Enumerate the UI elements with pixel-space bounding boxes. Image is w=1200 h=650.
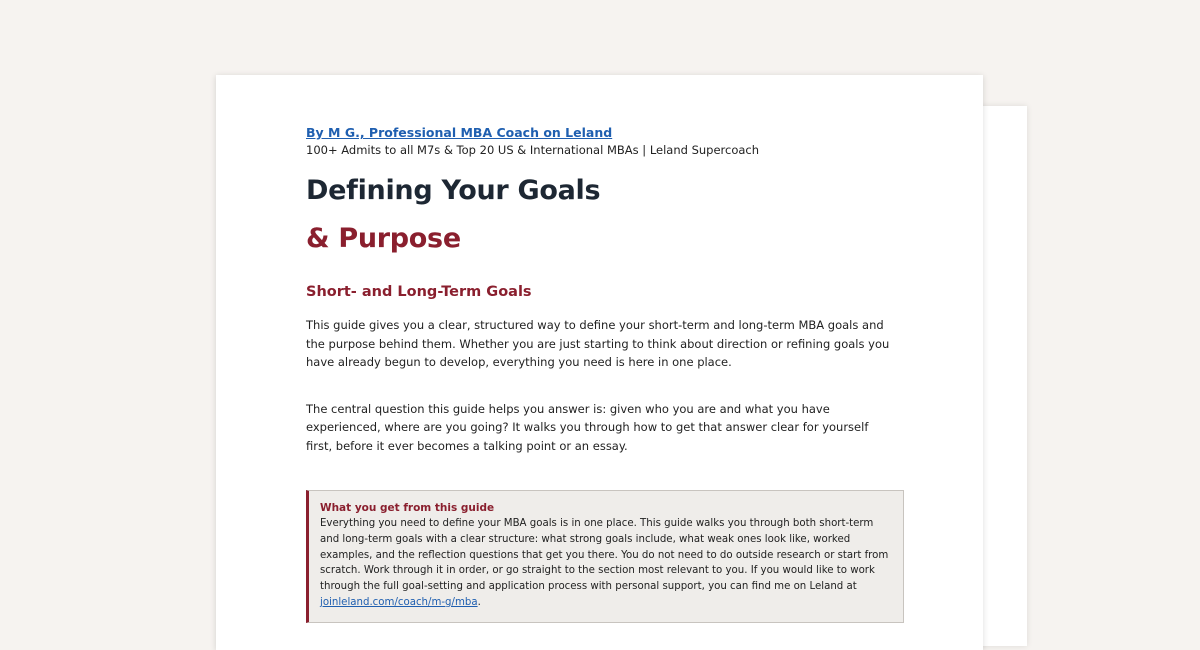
leland-profile-link[interactable]: joinleland.com/coach/m-g/mba <box>320 596 478 608</box>
callout-end: . <box>477 596 481 608</box>
section-heading: Short- and Long-Term Goals <box>306 284 532 300</box>
callout-text: Everything you need to define your MBA goals is in one place. This guide walks you through both short-term and long-term goals with a clear structure: what strong goals include, what weak ones look like, worked examples, and the reflection questions that get you there. You do not need to do outside research or start from scratch. Work through it in order, or go straight to the section most relevant to you. If you would like to work through the full goal-setting and application process with personal support, you can find me on Leland at <box>320 518 889 593</box>
author-link[interactable]: By M G., Professional MBA Coach on Leland <box>306 125 613 140</box>
callout-box <box>306 490 904 623</box>
document-page <box>216 75 983 650</box>
document-title: Defining Your Goals <box>306 175 601 206</box>
document-title-accent: & Purpose <box>306 223 461 254</box>
callout-title: What you get from this guide <box>320 502 495 514</box>
intro-paragraph: This guide gives you a clear, structured way to define your short-term and long-term MBA goals and the purpose behind them. Whether you are just starting to think about direction or refining goals you have already begun to develop, everything you need is here in one place. <box>306 318 890 369</box>
author-credentials: 100+ Admits to all M7s & Top 20 US & International MBAs | Leland Supercoach <box>306 143 760 157</box>
callout-body <box>320 516 895 611</box>
central-question-paragraph: The central question this guide helps you answer is: given who you are and what you have experienced, where are you going? It walks you through how to get that answer clear for yourself first, before it ever becomes a talking point or an essay. <box>306 401 869 453</box>
document-content <box>306 122 896 455</box>
